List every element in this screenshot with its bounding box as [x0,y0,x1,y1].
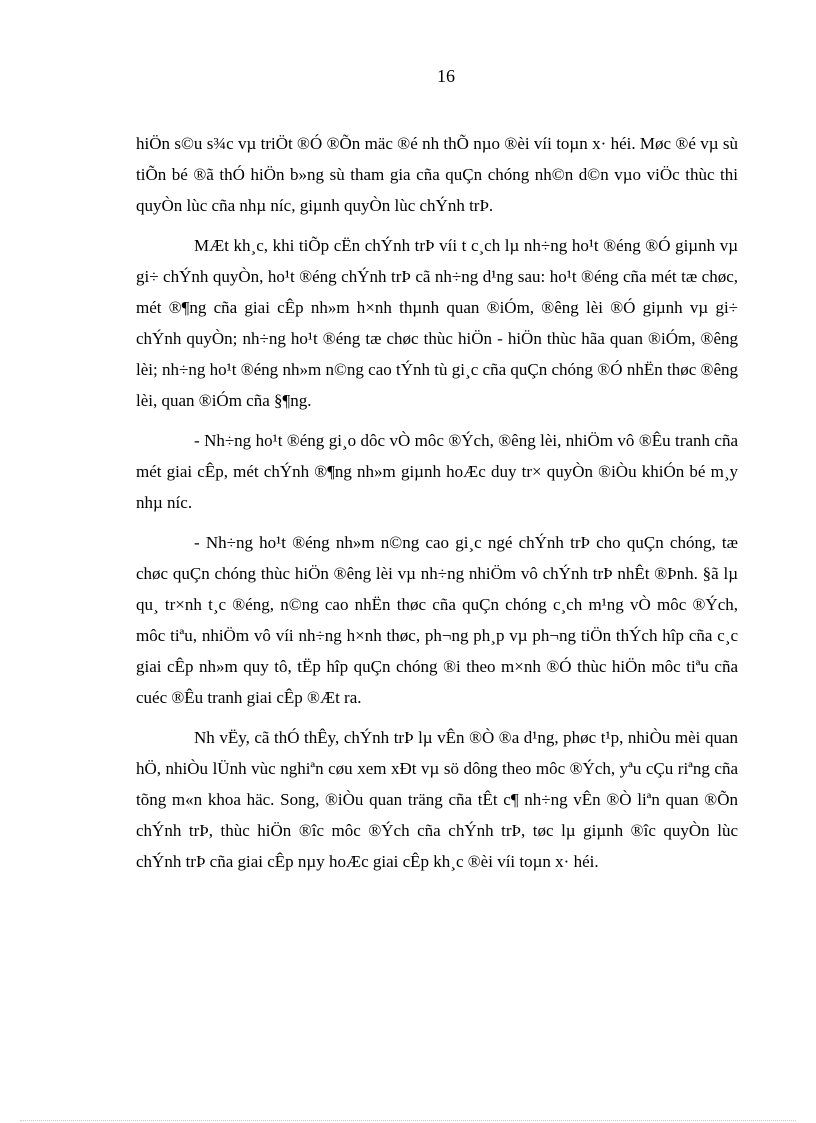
paragraph-list-item: - Nh÷ng ho¹t ®éng gi¸o dôc vÒ môc ®Ých, ®êng lèi, nhiÖm vô ®Êu tranh cña mét giai cÊp, mét chÝnh ®¶ng nh»m giµnh hoÆc duy tr× quyÒn ®iÒu khiÓn bé m¸y nhµ níc. [136,431,738,512]
paragraph: MÆt kh¸c, khi tiÕp cËn chÝnh trÞ víi t c¸ch lµ nh÷ng ho¹t ®éng ®Ó giµnh vµ gi÷ chÝnh quyÒn, ho¹t ®éng chÝnh trÞ cã nh÷ng d¹ng sau: ho¹t ®éng cña mét tæ chøc, mét ®¶ng cña giai cÊp nh»m h×nh thµnh quan ®iÓm, ®êng lèi ®Ó giµnh vµ gi÷ chÝnh quyÒn; nh÷ng ho¹t ®éng tæ chøc thùc hiÖn - hiÖn thùc hãa quan ®iÓm, ®êng lèi; nh÷ng ho¹t ®éng nh»m n©ng cao tÝnh tù gi¸c cña quÇn chóng ®Ó nhËn thøc ®êng lèi, quan ®iÓm cña §¶ng. [136,236,738,410]
page-number: 16 [437,66,455,86]
paragraph: Nh vËy, cã thÓ thÊy, chÝnh trÞ lµ vÊn ®Ò ®a d¹ng, phøc t¹p, nhiÒu mèi quan hÖ, nhiÒu lÜnh vùc nghiªn cøu xem xÐt vµ sö dông theo môc ®Ých, yªu cÇu riªng cña tõng m«n khoa häc. Song, ®iÒu quan träng cña tÊt c¶ nh÷ng vÊn ®Ò liªn quan ®Õn chÝnh trÞ, thùc hiÖn ®îc môc ®Ých cña chÝnh trÞ, tøc lµ giµnh ®îc quyÒn lùc chÝnh trÞ cña giai cÊp nµy hoÆc giai cÊp kh¸c ®èi víi toµn x· héi. [136,728,738,871]
paragraph-list-item: - Nh÷ng ho¹t ®éng nh»m n©ng cao gi¸c ngé chÝnh trÞ cho quÇn chóng, tæ chøc quÇn chóng thùc hiÖn ®êng lèi vµ nh÷ng nhiÖm vô chÝnh trÞ nhÊt ®Þnh. §ã lµ qu¸ tr×nh t¸c ®éng, n©ng cao nhËn thøc cña quÇn chóng c¸ch m¹ng vÒ môc ®Ých, môc tiªu, nhiÖm vô víi nh÷ng h×nh thøc, ph¬ng ph¸p vµ ph¬ng tiÖn thÝch hîp cña c¸c giai cÊp nh»m quy tô, tËp hîp quÇn chóng ®i theo m×nh ®Ó thùc hiÖn môc tiªu cña cuéc ®Êu tranh giai cÊp ®Æt ra. [136,533,738,707]
paragraph-continuation: hiÖn s©u s¾c vµ triÖt ®Ó ®Õn mäc ®é nh thÕ nµo ®èi víi toµn x· héi. Møc ®é vµ sù tiÕn bé ®ã thÓ hiÖn b»ng sù tham gia cña quÇn chóng nh©n d©n vµo viÖc thùc thi quyÒn lùc cña nhµ níc, giµnh quyÒn lùc chÝnh trÞ. [136,134,738,215]
page-bottom-divider [20,1120,796,1121]
document-body [136,128,738,886]
